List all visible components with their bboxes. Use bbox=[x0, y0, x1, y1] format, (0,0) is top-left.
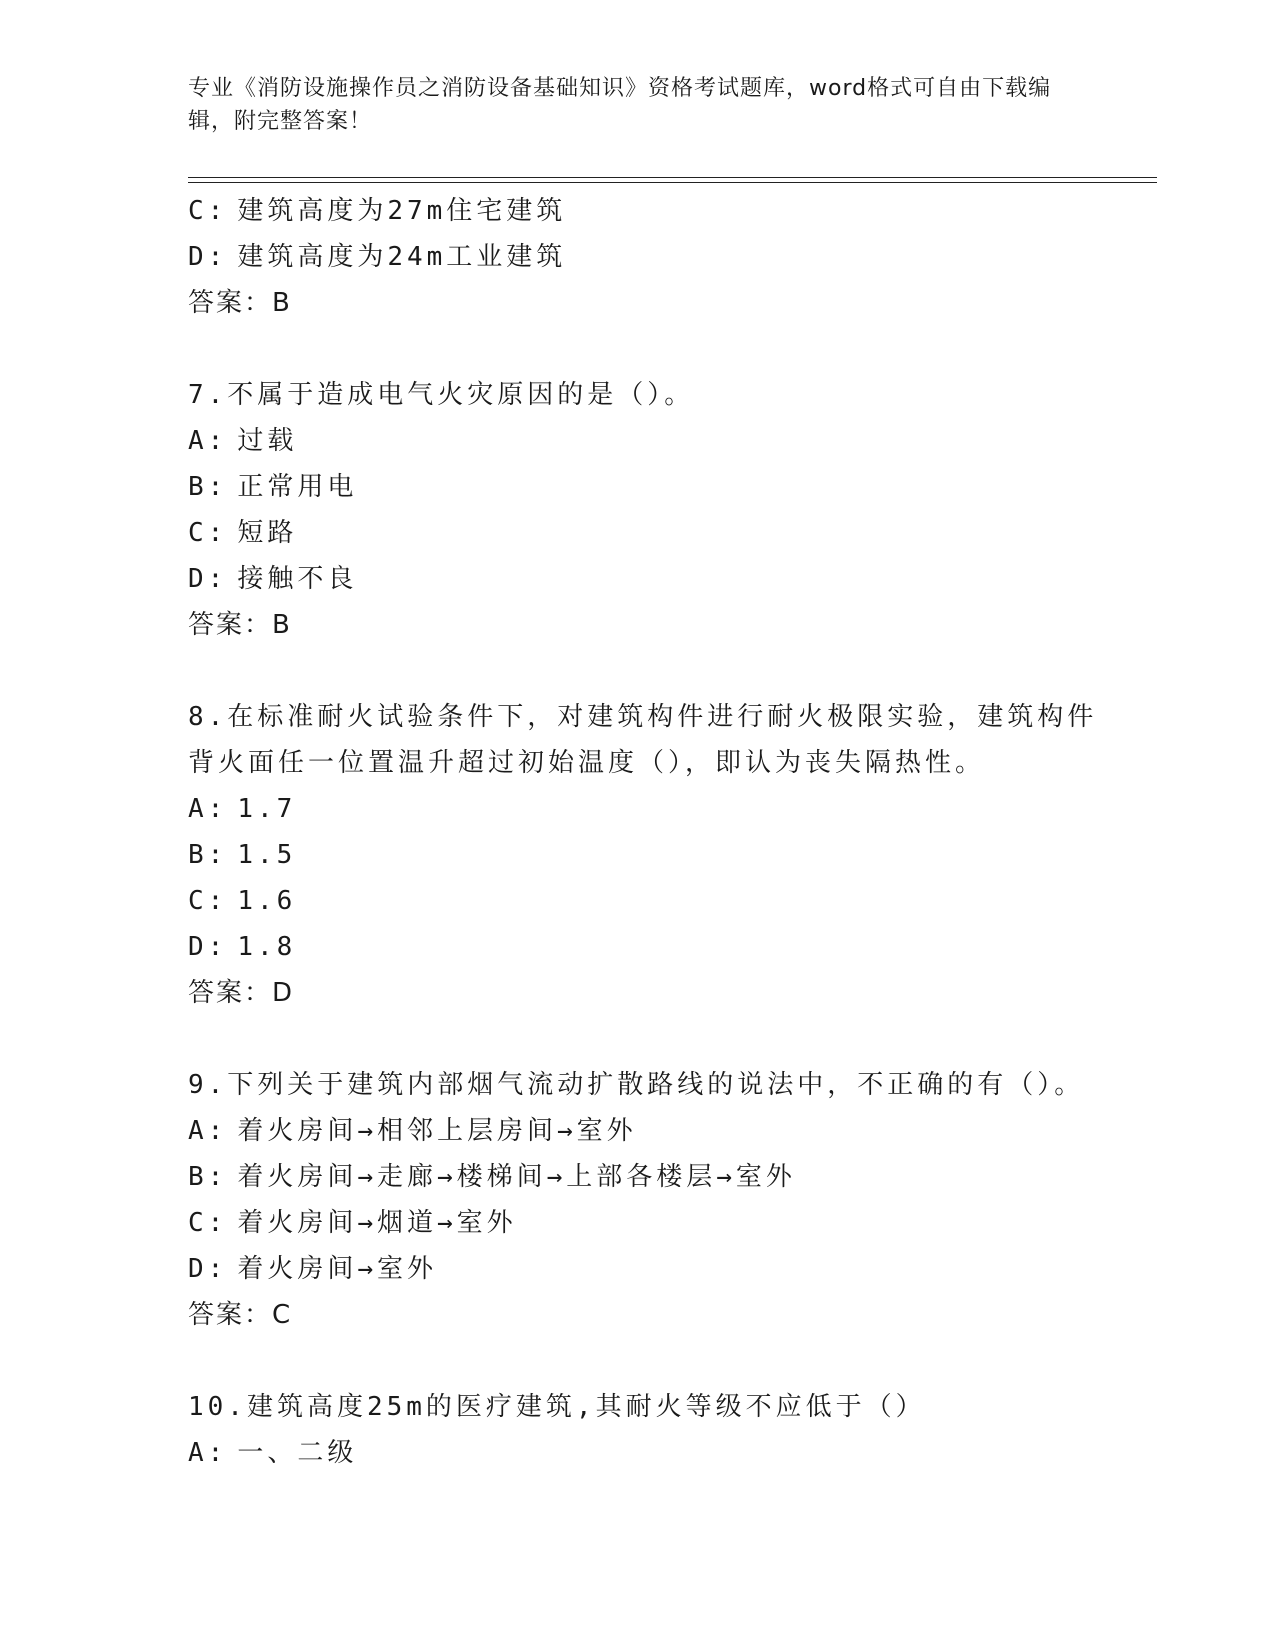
option-line: A: 着火房间→相邻上层房间→室外 bbox=[188, 1116, 637, 1146]
option-line: B: 着火房间→走廊→楼梯间→上部各楼层→室外 bbox=[188, 1162, 796, 1192]
option-line: A: 一、二级 bbox=[188, 1438, 358, 1468]
question-stem: 7.不属于造成电气火灾原因的是（）。 bbox=[188, 380, 695, 410]
question-stem: 9.下列关于建筑内部烟气流动扩散路线的说法中，不正确的有（）。 bbox=[188, 1070, 1085, 1100]
question-list bbox=[188, 188, 1148, 1476]
answer-line: 答案：D bbox=[188, 978, 295, 1008]
document-header: 专业《消防设施操作员之消防设备基础知识》资格考试题库，word格式可自由下载编辑，附完整答案！ bbox=[188, 76, 1052, 134]
answer-line: 答案：B bbox=[188, 288, 292, 318]
option-line: D: 建筑高度为24m工业建筑 bbox=[188, 242, 567, 272]
option-line: A: 过载 bbox=[188, 426, 298, 456]
option-line: B: 1.5 bbox=[188, 840, 297, 870]
option-line: D: 着火房间→室外 bbox=[188, 1254, 437, 1284]
option-line: B: 正常用电 bbox=[188, 472, 358, 502]
question-stem: 10.建筑高度25m的医疗建筑,其耐火等级不应低于（） bbox=[188, 1392, 926, 1422]
answer-line: 答案：C bbox=[188, 1300, 293, 1330]
question-stem: 8.在标准耐火试验条件下，对建筑构件进行耐火极限实验，建筑构件 bbox=[188, 702, 1098, 732]
option-line: D: 接触不良 bbox=[188, 564, 358, 594]
option-line: D: 1.8 bbox=[188, 932, 297, 962]
option-line: C: 着火房间→烟道→室外 bbox=[188, 1208, 517, 1238]
answer-line: 答案：B bbox=[188, 610, 292, 640]
option-line: C: 1.6 bbox=[188, 886, 297, 916]
option-line: A: 1.7 bbox=[188, 794, 297, 824]
header-rule-top bbox=[188, 177, 1157, 178]
header-rule-bottom bbox=[188, 182, 1157, 183]
question-stem-continued: 背火面任一位置温升超过初始温度（），即认为丧失隔热性。 bbox=[188, 748, 986, 778]
option-line: C: 短路 bbox=[188, 518, 298, 548]
option-line: C: 建筑高度为27m住宅建筑 bbox=[188, 196, 567, 226]
